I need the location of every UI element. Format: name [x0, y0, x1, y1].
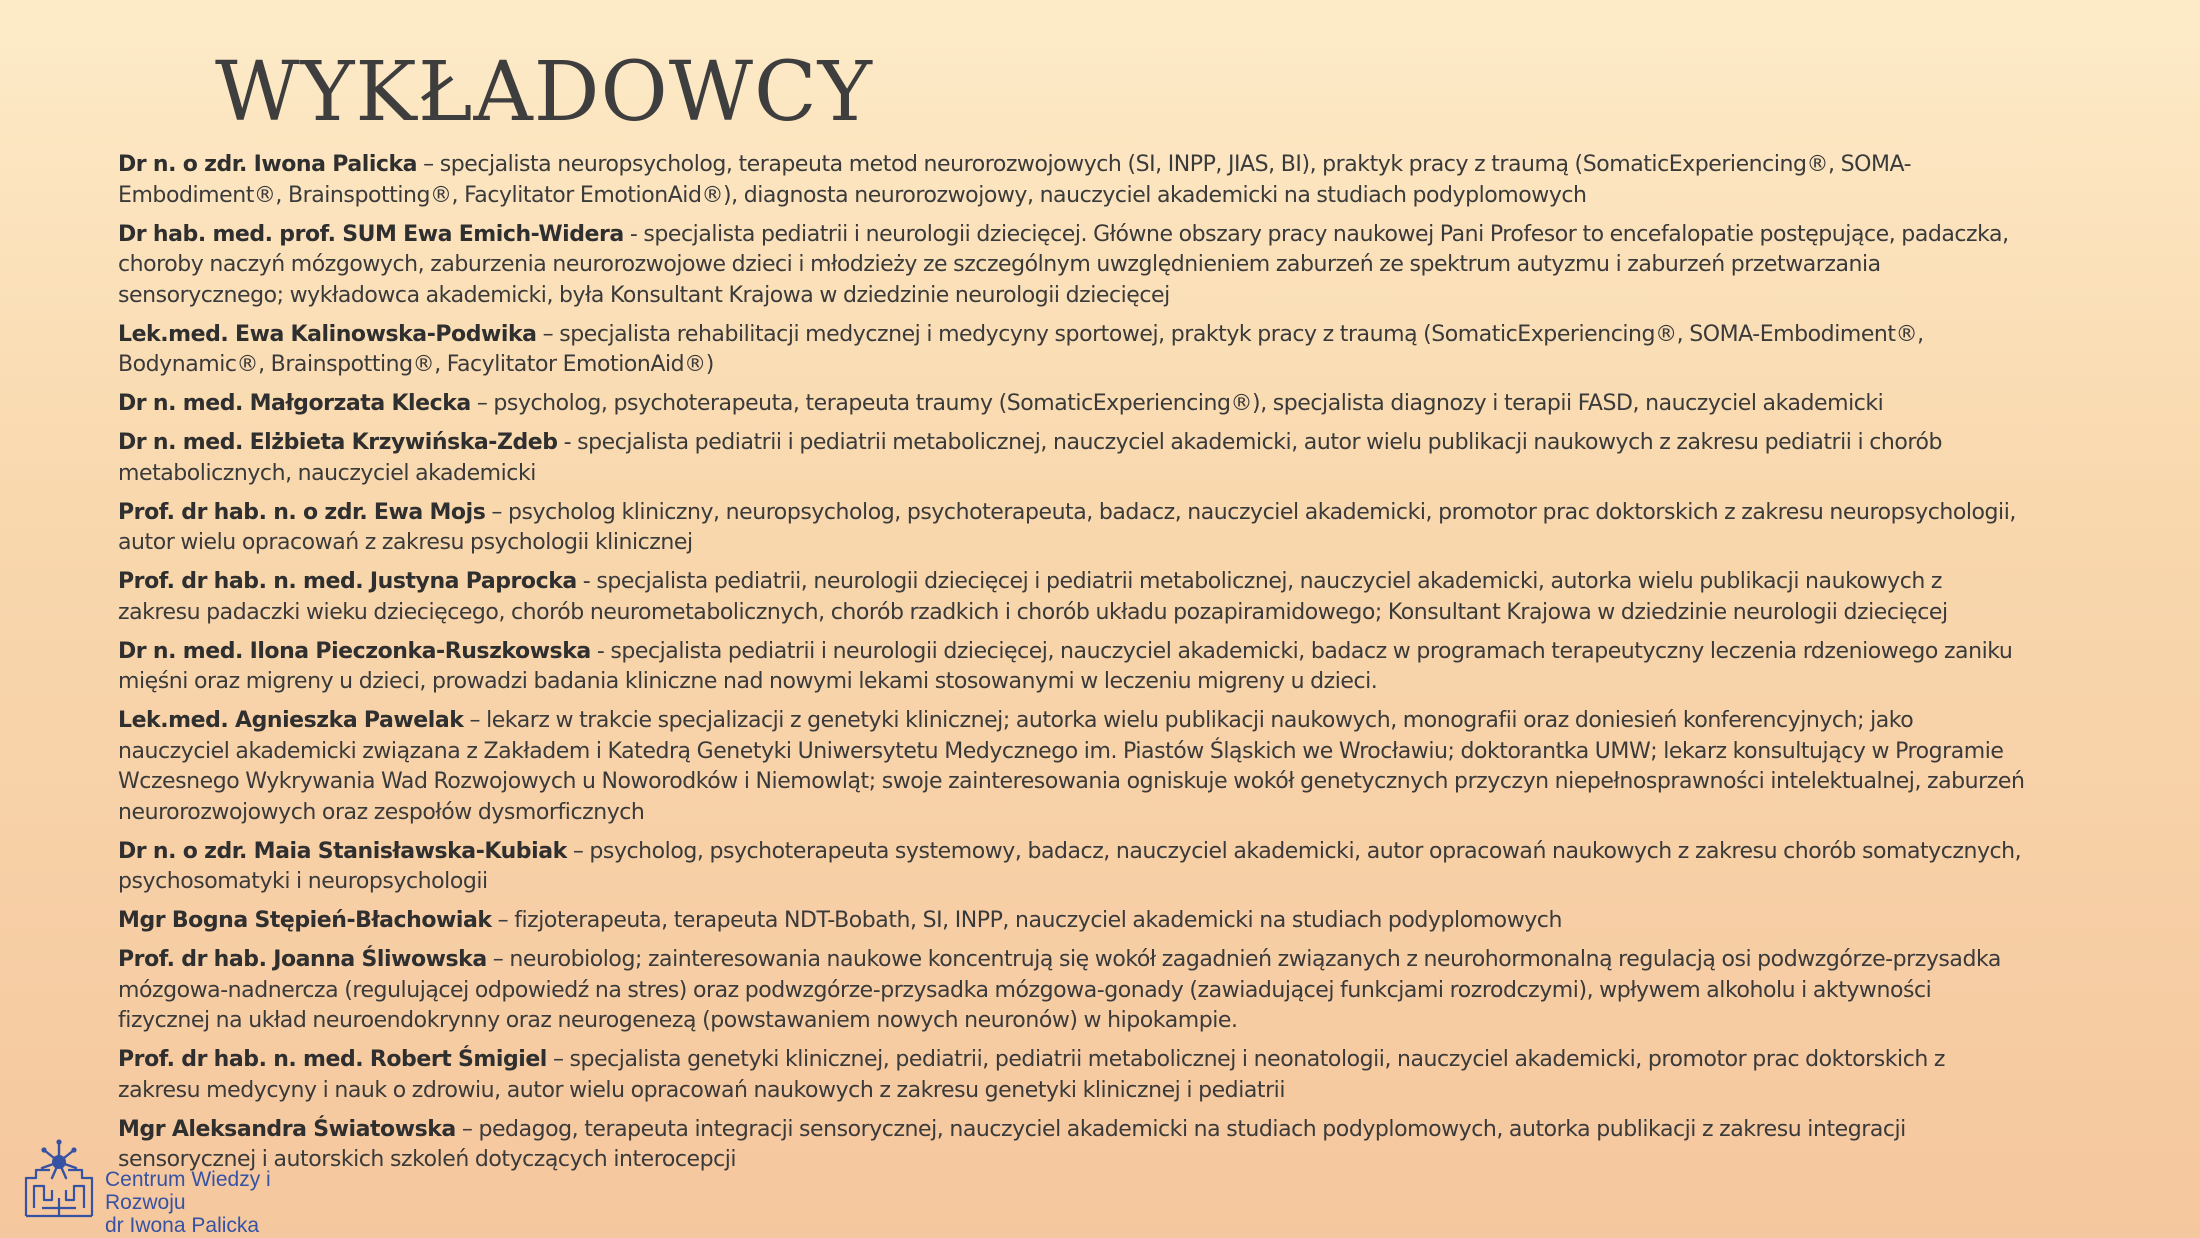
- organization-logo: [22, 1138, 342, 1237]
- lecturer-separator: –: [566, 838, 590, 864]
- lecturer-name: Prof. dr hab. n. med. Justyna Paprocka: [118, 569, 577, 594]
- lecturer-entry: [118, 220, 2028, 312]
- lecturer-description: psycholog kliniczny, neuropsycholog, psychoterapeuta, badacz, nauczyciel akademicki, promotor prac doktorskich z zakresu neuropsychologii, autor wielu opracowań z zakresu psychologii klinicznej: [118, 499, 2016, 555]
- lecturer-description: specjalista pediatrii i pediatrii metabolicznej, nauczyciel akademicki, autor wielu publikacji naukowych z zakresu pediatrii i chorób metabolicznych, nauczyciel akademicki: [118, 430, 1943, 486]
- lecturer-description: psycholog, psychoterapeuta, terapeuta traumy (SomaticExperiencing®), specjalista diagnozy i terapii FASD, nauczyciel akademicki: [493, 391, 1884, 416]
- lecturer-separator: –: [470, 391, 494, 416]
- lecturer-description: specjalista neuropsycholog, terapeuta metod neurorozwojowych (SI, INPP, JIAS, BI), praktyk pracy z traumą (SomaticExperiencing®, SOMA-Embodiment®, Brainspotting®, Facylitator EmotionAid®), diagnosta neurorozwojowy, nauczyciel akademicki na studiach podyplomowych: [118, 152, 1912, 208]
- lecturer-name: Mgr Aleksandra Światowska: [118, 1116, 456, 1142]
- lecturer-description: specjalista genetyki klinicznej, pediatrii, pediatrii metabolicznej i neonatologii, nauczyciel akademicki, promotor prac doktorskich z zakresu medycyny i nauk o zdrowiu, autor wielu opracowań naukowych z zakresu genetyki klinicznej i pediatrii: [118, 1047, 1945, 1103]
- lecturer-entry: [118, 1045, 2028, 1106]
- lecturer-description: fizjoterapeuta, terapeuta NDT-Bobath, SI, INPP, nauczyciel akademicki na studiach podyplomowych: [514, 908, 1562, 933]
- lecturer-name: Prof. dr hab. Joanna Śliwowska: [118, 947, 487, 972]
- lecturer-description: specjalista pediatrii i neurologii dziecięcej, nauczyciel akademicki, badacz w programach terapeutyczny leczenia rdzeniowego zaniku mięśni oraz migreny u dzieci, prowadzi badania kliniczne nad nowymi lekami stosowanymi w leczeniu migreny u dzieci.: [118, 638, 2013, 694]
- organization-name-line1: Centrum Wiedzy i Rozwoju: [105, 1168, 271, 1214]
- lecturer-entry: [118, 945, 2028, 1037]
- lecturer-name: Lek.med. Ewa Kalinowska-Podwika: [118, 321, 537, 347]
- lecturer-description: specjalista pediatrii, neurologii dziecięcej i pediatrii metabolicznej, nauczyciel akademicki, autorka wielu publikacji naukowych z zakresu padaczki wieku dziecięcego, chorób neurometabolicznych, chorób rzadkich i chorób układu pozapiramidowego; Konsultant Krajowa w dziedzinie neurologii dziecięcej: [118, 569, 1948, 625]
- lecturer-name: Dr n. med. Małgorzata Klecka: [118, 391, 471, 416]
- lecturer-separator: –: [455, 1116, 479, 1142]
- lecturer-list: [118, 150, 2028, 1184]
- lecturer-separator: –: [546, 1047, 570, 1072]
- lecturer-separator: –: [463, 708, 487, 733]
- lecturer-name: Dr n. med. Ilona Pieczonka-Ruszkowska: [118, 638, 591, 664]
- lecturer-entry: [118, 706, 2028, 828]
- lecturer-description: specjalista rehabilitacji medycznej i medycyny sportowej, praktyk pracy z traumą (SomaticExperiencing®, SOMA-Embodiment®, Bodynamic®, Brainspotting®, Facylitator EmotionAid®): [118, 321, 1924, 377]
- lecturer-separator: -: [576, 569, 597, 594]
- lecturer-separator: -: [590, 638, 611, 664]
- lecturer-name: Dr n. med. Elżbieta Krzywińska-Zdeb: [118, 430, 558, 455]
- lecturer-name: Dr n. o zdr. Maia Stanisławska-Kubiak: [118, 838, 567, 864]
- lecturer-name: Mgr Bogna Stępień-Błachowiak: [118, 908, 492, 933]
- lecturer-entry: [118, 389, 2028, 420]
- lecturer-entry: [118, 320, 2028, 381]
- lecturer-entry: [118, 637, 2028, 698]
- lecturer-entry: [118, 428, 2028, 489]
- lecturer-entry: [118, 837, 2028, 898]
- lecturer-separator: –: [491, 908, 515, 933]
- lecturer-name: Dr hab. med. prof. SUM Ewa Emich-Widera: [118, 221, 624, 247]
- lecturer-name: Prof. dr hab. n. med. Robert Śmigiel: [118, 1047, 547, 1072]
- lecturer-separator: –: [536, 321, 560, 347]
- lecturer-name: Dr n. o zdr. Iwona Palicka: [118, 152, 418, 177]
- lecturer-separator: -: [623, 221, 644, 247]
- lecturer-separator: -: [557, 430, 578, 455]
- lecturer-description: neurobiolog; zainteresowania naukowe koncentrują się wokół zagadnień związanych z neurohormonalną regulacją osi podwzgórze-przysadka mózgowa-nadnercza (regulującej odpowiedź na stres) oraz podwzgórze-przysadka mózgowa-gonady (zawiadującej funkcjami rozrodczymi), wpływem alkoholu i aktywności fizycznej na układ neuroendokrynny oraz neurogenezą (powstawaniem nowych neuronów) w hipokampie.: [118, 947, 2001, 1033]
- lecturer-description: lekarz w trakcie specjalizacji z genetyki klinicznej; autorka wielu publikacji naukowych, monografii oraz doniesień konferencyjnych; jako nauczyciel akademicki związana z Zakładem i Katedrą Genetyki Uniwersytetu Medycznego im. Piastów Śląskich we Wrocławiu; doktorantka UMW; lekarz konsultujący w Programie Wczesnego Wykrywania Wad Rozwojowych u Noworodków i Niemowląt; swoje zainteresowania ogniskuje wokół genetycznych przyczyn niepełnosprawności intelektualnej, zaburzeń neurorozwojowych oraz zespołów dysmorficznych: [118, 708, 2025, 825]
- lecturer-name: Lek.med. Agnieszka Pawelak: [118, 708, 464, 733]
- lecturer-description: specjalista pediatrii i neurologii dziecięcej. Główne obszary pracy naukowej Pani Profesor to encefalopatie postępujące, padaczka, choroby naczyń mózgowych, zaburzenia neurorozwojowe dzieci i młodzieży ze szczególnym uwzględnieniem zaburzeń ze spektrum autyzmu i zaburzeń przetwarzania sensorycznego; wykładowca akademicki, była Konsultant Krajowa w dziedzinie neurologii dziecięcej: [118, 221, 2009, 308]
- organization-name-line2: dr Iwona Palicka: [105, 1214, 260, 1237]
- page-title: WYKŁADOWCY: [215, 45, 873, 140]
- lecturer-description: psycholog, psychoterapeuta systemowy, badacz, nauczyciel akademicki, autor opracowań naukowych z zakresu chorób somatycznych, psychosomatyki i neuropsychologii: [118, 838, 2022, 894]
- lecturer-description: pedagog, terapeuta integracji sensorycznej, nauczyciel akademicki na studiach podyplomowych, autorka publikacji z zakresu integracji sensorycznej i autorskich szkoleń dotyczących interocepcji: [118, 1116, 1906, 1172]
- lecturer-name: Prof. dr hab. n. o zdr. Ewa Mojs: [118, 499, 486, 525]
- lecturer-entry: [118, 1115, 2028, 1176]
- organization-name: [105, 1168, 342, 1237]
- brain-neuron-logo-icon: [22, 1138, 96, 1218]
- lecturer-entry: [118, 498, 2028, 559]
- lecturer-entry: [118, 906, 2028, 937]
- lecturer-separator: –: [417, 152, 440, 177]
- lecturer-entry: [118, 150, 2028, 211]
- lecturer-separator: –: [485, 499, 508, 525]
- lecturer-separator: –: [486, 947, 510, 972]
- lecturer-entry: [118, 567, 2028, 628]
